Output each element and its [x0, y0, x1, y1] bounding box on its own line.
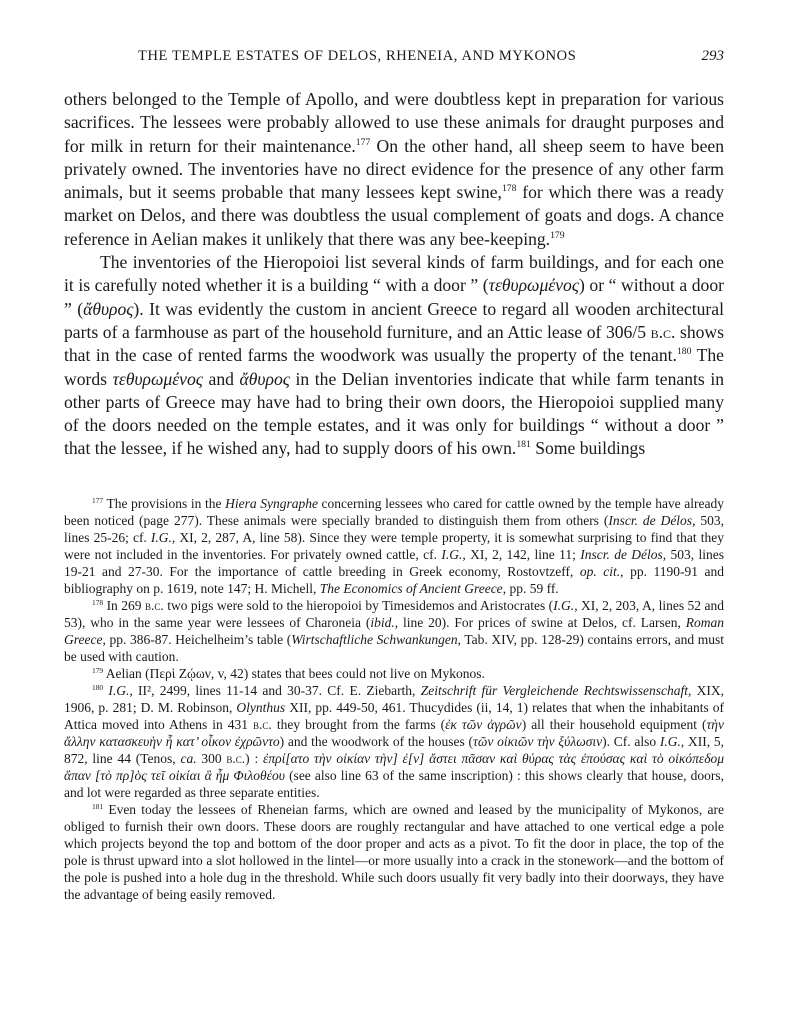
footnote-180: $^{180}$ I.G., II², 2499, lines 11-14 and 30-37. Cf. E. Ziebarth, Zeitschrift für Vergleichende Rechtswissenschaft, XIX, 1906, p. 281; D. M. Robinson, Olynthus XII, pp. 449-50, 461. Thucydides (ii, 14, 1) relates that when the inhabitants of Attica moved into Athens in 431 b.c. they brought from the farms (ἐκ τῶν ἀγρῶν) all their household equipment (τὴν ἄλλην κατασκευὴν ἧ κατ’ οἶκον ἐχρῶντο) and the woodwork of the houses (τῶν οἰκιῶν τὴν ξύλωσιν). Cf. also I.G., XII, 5, 872, line 44 (Tenos, ca. 300 b.c.) : ἐπρί[ατο τὴν οἰκίαν τὴν] ἐ[ν] ἄστει πᾶσαν καὶ θύρας τὰς ἐπούσας καὶ τὸ οἰκόπεδομ ἅπαν [τὸ πρ]ὸς τεῖ οἰκίαι ἃ ἦμ Φιλοθέου (see also line 63 of the same inscription) : this shows clearly that house, doors, and lot were regarded as three separate entities. [64, 682, 725, 800]
footnote-177: $^{177}$ The provisions in the Hiera Syngraphe concerning lessees who cared for cattle owned by the temple have already been noticed (page 277). These animals were specially branded to distinguish them from others (Inscr. de Délos, 503, lines 25-26; cf. I.G., XI, 2, 287, A, line 58). Since they were temple property, it is somewhat surprising to find that they were not included in the inventories. For privately owned cattle, cf. I.G., XI, 2, 142, line 11; Inscr. de Délos, 503, lines 19-21 and 27-30. For the importance of cattle breeding in Greek economy, Rostovtzeff, op. cit., pp. 1190-91 and bibliography on p. 1619, note 147; H. Michell, The Economics of Ancient Greece, pp. 59 ff. [64, 495, 724, 596]
paragraph: The inventories of the Hieropoioi list several kinds of farm buildings, and for each one it is carefully noted whether it is a building “ with a door ” (τεθυρωμένος) or “ without a door ” (ἄθυρος). It was evidently the custom in ancient Greece to regard all wooden architectural parts of a farmhouse as part of the household furniture, and an Attic lease of 306/5 b.c. shows that in the case of rented farms the woodwork was usually the property of the tenant.$^{180}$ The words τεθυρωμένος and ἄθυρος in the Delian inventories indicate that while farm tenants in other parts of Greece may have had to bring their own doors, the Hieropoioi supplied many of the doors needed on the temple estates, and it was only for buildings “ without a door ” that the lessee, if he wished any, had to supply doors of his own.$^{181}$ Some buildings [64, 252, 725, 459]
footnote-178: $^{178}$ In 269 b.c. two pigs were sold to the hieropoioi by Timesidemos and Aristocrates (I.G., XI, 2, 203, A, lines 52 and 53), who in the same year were lessees of Charoneia (ibid., line 20). For prices of swine at Delos, cf. Larsen, Roman Greece, pp. 386-87. Heichelheim’s table (Wirtschaftliche Schwankungen, Tab. XIV, pp. 128-29) contains errors, and must be used with caution. [64, 597, 725, 664]
footnotes [64, 495, 724, 903]
footnote-181: $^{181}$ Even today the lessees of Rheneian farms, which are owned and leased by the municipality of Mykonos, are obliged to furnish their own doors. These doors are roughly rectangular and have attached to one vertical edge a pole which projects beyond the top and bottom of the door proper and acts as a pivot. To fit the door in place, the top of the pole is thrust upward into a slot hollowed in the lintel—or more usually into a crack in the stonework—and the bottom of the pole is pushed into a hole dug in the threshold. While such doors usually fit very badly into their doorways, they have the advantage of being easily removed. [64, 801, 724, 902]
greek-term: ἄθυρος [83, 298, 134, 319]
running-title: THE TEMPLE ESTATES OF DELOS, RHENEIA, AND MYKONOS [138, 48, 577, 64]
body-text [64, 88, 724, 461]
page-number: 293 [701, 48, 724, 64]
footnote-ref: 180 [676, 346, 692, 358]
greek-term: ἄθυρος [239, 368, 290, 389]
greek-term: τεθυρωμένος [488, 275, 579, 296]
running-header [64, 48, 724, 76]
paragraph: others belonged to the Temple of Apollo, and were doubtless kept in preparation for various sacrifices. The lessees were probably allowed to use these animals for draught purposes and for milk in return for their maintenance.$^{177}$ On the other hand, all sheep seem to have been privately owned. The inventories have no direct evidence for the presence of any other farm animals, but it seems probable that many lessees kept swine,$^{178}$ for which there was a ready market on Delos, and there was doubtless the usual complement of goats and dogs. A chance reference in Aelian makes it unlikely that there was any bee-keeping.$^{179}$ [64, 89, 724, 249]
footnote-179: $^{179}$ Aelian (Περὶ Ζῴων, v, 42) states that bees could not live on Mykonos. [92, 665, 485, 681]
footnote-ref: 181 [516, 439, 531, 451]
footnote-ref: 177 [355, 136, 371, 148]
greek-term: τεθυρωμένος [112, 368, 203, 389]
page [64, 48, 724, 903]
footnote-ref: 179 [550, 230, 565, 242]
footnote-ref: 178 [501, 183, 517, 195]
